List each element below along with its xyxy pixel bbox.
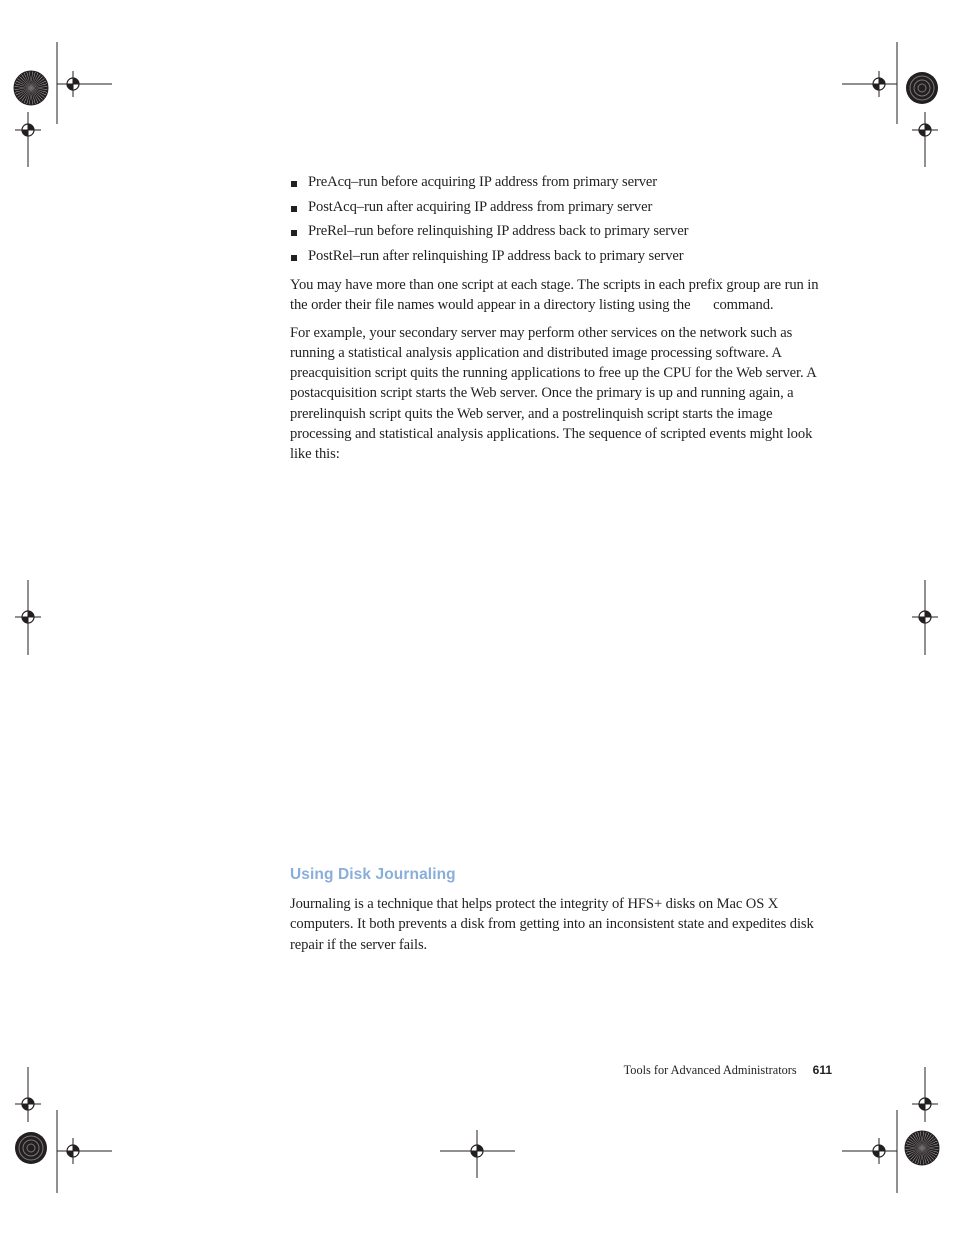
list-item-text: PostAcq–run after acquiring IP address from primary server xyxy=(308,198,653,215)
bullet-square-icon xyxy=(291,181,297,187)
list-item xyxy=(290,172,830,197)
paragraph-text-end: command. xyxy=(713,297,774,314)
page-footer xyxy=(600,1063,832,1078)
list-item-text: PostRel–run after relinquishing IP address back to primary server xyxy=(308,247,684,264)
bullet-square-icon xyxy=(291,206,297,212)
journaling-paragraph: Journaling is a technique that helps protect the integrity of HFS+ disks on Mac OS X computers. It both prevents a disk from getting into an inconsistent state and expedites disk repair if the server fails. xyxy=(290,896,814,953)
list-item xyxy=(290,197,830,222)
scripts-order-paragraph xyxy=(290,275,830,316)
list-item-text: PreAcq–run before acquiring IP address from primary server xyxy=(308,174,658,190)
page-number: 611 xyxy=(812,1063,832,1077)
section-heading: Using Disk Journaling xyxy=(290,866,456,883)
bullet-square-icon xyxy=(291,255,297,261)
list-item-text: PreRel–run before relinquishing IP address back to primary server xyxy=(308,223,689,239)
main-content xyxy=(290,172,830,465)
example-paragraph: For example, your secondary server may perform other services on the network such as running a statistical analysis application and distributed image processing software. A preacquisition script quits the running applications to free up the CPU for the Web server. A postacquisition script starts the Web server. Once the primary is up and running again, a prerelinquish script quits the Web server, and a postrelinquish script starts the image processing and statistical analysis applications. The sequence of scripted events might look like this: xyxy=(290,324,816,463)
footer-chapter-title: Tools for Advanced Administrators xyxy=(623,1063,797,1077)
list-item xyxy=(290,221,830,246)
bullet-square-icon xyxy=(291,230,297,236)
list-item xyxy=(290,246,830,271)
script-stage-list xyxy=(290,172,830,270)
paragraph-text: You may have more than one script at each stage. The scripts in each prefix group are run in the order their file names would appear in a directory listing using the xyxy=(290,277,819,314)
